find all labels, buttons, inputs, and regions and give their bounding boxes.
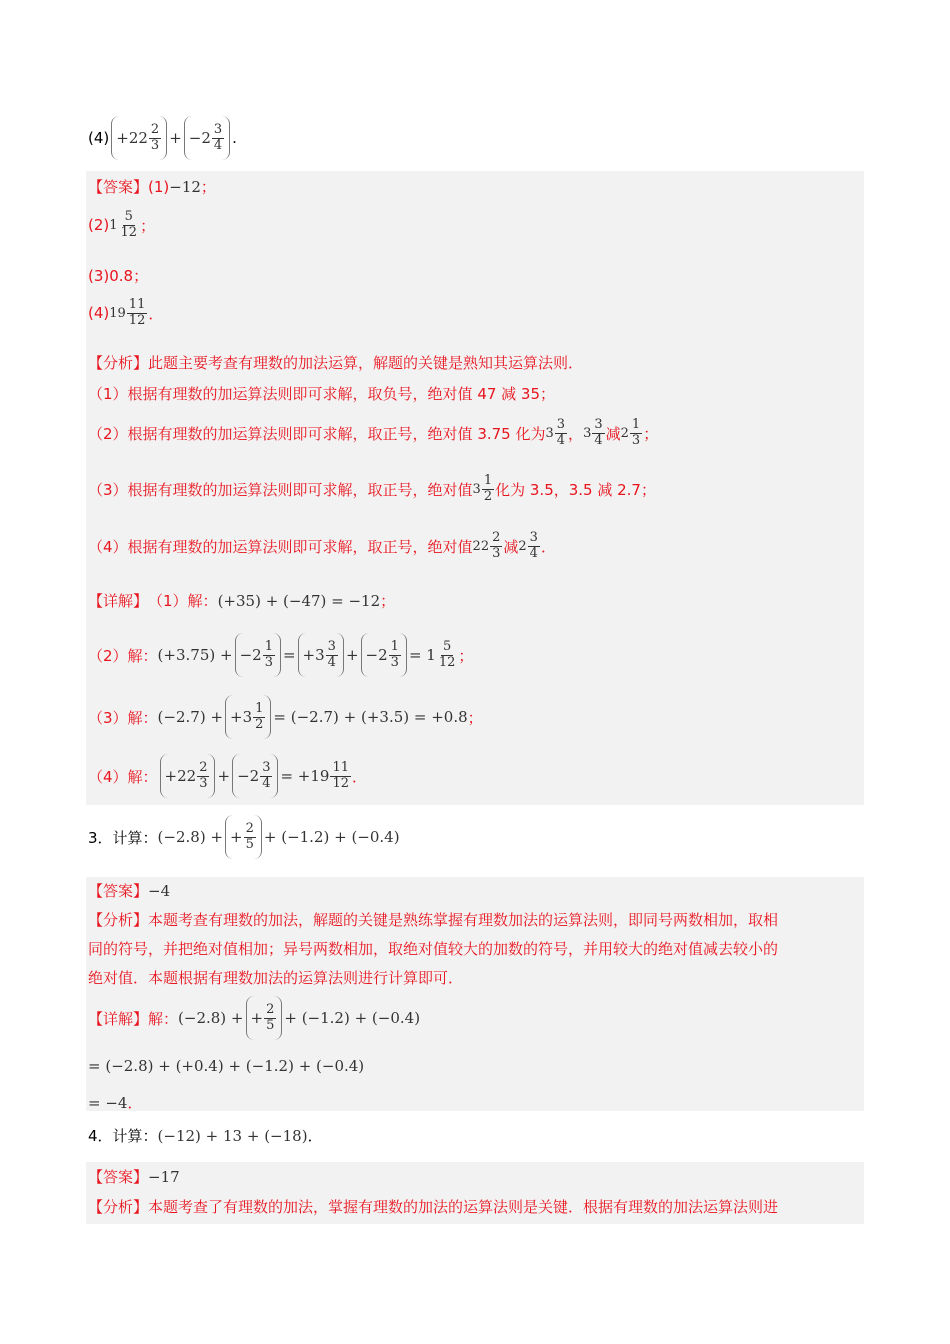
analysis-step-4-text: （4）根据有理数的加运算法则即可求解，取正号，绝对值 — [88, 537, 473, 556]
answer-value-1: −12 — [169, 177, 201, 196]
problem-3-line: 3．计算： (−2.8) + + $\frac{2}{5}$ + (−1.2) + (−0.4) — [88, 815, 400, 859]
analysis-step-1 — [88, 383, 555, 404]
period: ． — [540, 537, 556, 556]
semicolon: ； — [140, 216, 156, 235]
detail-line-1 — [88, 590, 395, 611]
answer-part-3: (3)0.8； — [88, 267, 149, 285]
problem-4-line: (4) +22 $\frac{2}{3}$ + −2 $\frac{3}{4}$ . — [88, 116, 237, 160]
subtract-word: 减 — [503, 537, 519, 556]
detail-line-4: （4）解： +22 $\frac{2}{3}$ + −2 $\frac{3}{4}$ = +19 $\frac{11}{12}$ ． — [88, 754, 367, 798]
answer-value: −4 — [148, 881, 171, 900]
answer-line-3 — [88, 265, 148, 286]
q3-detail-line-3 — [88, 1092, 142, 1113]
problem-3-label: 3．计算： — [88, 828, 158, 847]
semicolon: ； — [200, 178, 216, 196]
comma: ， — [568, 424, 584, 443]
math-expression: −2 $\frac{3}{4}$ — [184, 116, 230, 160]
problem-4b-line — [88, 1125, 323, 1146]
analysis-label: 【分析】 — [88, 1198, 149, 1216]
detail-step-3-label: （3）解： — [88, 708, 158, 727]
analysis-step-3-text: （3）根据有理数的加运算法则即可求解，取正号，绝对值 — [88, 480, 473, 499]
problem-4-label: (4) — [88, 129, 110, 147]
analysis-text: 本题考查有理数的加法，解题的关键是熟练掌握有理数加法的运算法则，即同号两数相加，取相 — [148, 911, 779, 929]
problem-label: 4．计算： — [88, 1127, 158, 1145]
detail-label: 【详解】 — [88, 1009, 149, 1028]
period: ． — [148, 304, 164, 323]
analysis-step-2: （2）根据有理数的加运算法则即可求解，取正号，绝对值 3.75 化为 3 $\frac{3}{4}$ ， 3 $\frac{3}{4}$ 减 2 $\frac{1}{3}$ ； — [88, 417, 659, 448]
answer-label: 【答案】 — [88, 178, 149, 196]
math-fraction: $\frac{5}{12}$ — [120, 209, 138, 240]
answer-label: 【答案】 — [88, 882, 149, 900]
analysis-text: 此题主要考查有理数的加法运算，解题的关键是熟知其运算法则． — [148, 354, 584, 372]
answer-line-2: (2) 1 $\frac{5}{12}$ ； — [88, 209, 156, 240]
period: ． — [352, 767, 368, 786]
semicolon: ； — [458, 646, 474, 665]
math-fraction: $\frac{11}{12}$ — [128, 297, 146, 328]
answer-label: 【答案】 — [88, 1168, 149, 1186]
detail-step-1-label: （1）解： — [148, 592, 218, 610]
answer-part-2: (2) — [88, 216, 110, 235]
q3-detail-line-2 — [88, 1057, 364, 1075]
answer-line-4: (4) 19 $\frac{11}{12}$ ． — [88, 297, 164, 328]
analysis-text: 本题考查了有理数的加法，掌握有理数的加法的运算法则是关键．根据有理数的加法运算法则进 — [148, 1198, 779, 1216]
math-expression: +22 $\frac{2}{3}$ — [111, 116, 167, 160]
q4-analysis-line-1 — [88, 1196, 778, 1217]
answer-value: −17 — [148, 1167, 180, 1186]
q4-answer-line — [88, 1166, 180, 1187]
detail-step-2-label: （2）解： — [88, 646, 158, 665]
answer-part-1: (1) — [148, 177, 170, 196]
detail-step-4-label: （4）解： — [88, 767, 158, 786]
analysis-step-1-text: （1）根据有理数的加运算法则即可求解，取负号，绝对值 47 减 35； — [88, 385, 556, 403]
analysis-intro — [88, 352, 583, 373]
analysis-text: 绝对值．本题根据有理数加法的运算法则进行计算即可． — [88, 969, 464, 987]
period: ． — [307, 1127, 323, 1145]
analysis-label: 【分析】 — [88, 911, 149, 929]
q3-analysis-line-1 — [88, 909, 778, 930]
q3-answer-line — [88, 880, 170, 901]
math-expression: = −4 — [88, 1093, 128, 1112]
semicolon: ； — [380, 592, 396, 610]
detail-label: 【详解】 — [88, 592, 149, 610]
detail-prefix: 解： — [148, 1009, 179, 1028]
math-expression: = (−2.8) + (+0.4) + (−1.2) + (−0.4) — [88, 1057, 365, 1075]
detail-line-3: （3）解： (−2.7) + +3 $\frac{1}{2}$ = (−2.7) + (+3.5) = +0.8 ； — [88, 695, 483, 739]
period: . — [232, 129, 237, 147]
semicolon: ； — [467, 708, 483, 727]
analysis-step-2-text: （2）根据有理数的加运算法则即可求解，取正号，绝对值 3.75 化为 — [88, 424, 546, 443]
analysis-step-4: （4）根据有理数的加运算法则即可求解，取正号，绝对值 22 $\frac{2}{3}$ 减 2 $\frac{3}{4}$ ． — [88, 530, 556, 561]
q3-analysis-line-3 — [88, 967, 463, 988]
answer-line-1 — [88, 176, 216, 197]
analysis-label: 【分析】 — [88, 354, 149, 372]
q3-analysis-line-2 — [88, 938, 778, 959]
analysis-step-3-tail: 化为 3.5，3.5 减 2.7； — [495, 480, 656, 499]
answer-part-4: (4) — [88, 304, 110, 323]
analysis-text: 同的符号，并把绝对值相加；异号两数相加，取绝对值较大的加数的符号，并用较大的绝对值减去较小的 — [88, 940, 779, 958]
q3-detail-line-1: 【详解】 解： (−2.8) + + $\frac{2}{5}$ + (−1.2) + (−0.4) — [88, 996, 420, 1040]
period: ． — [127, 1094, 143, 1112]
detail-line-2: （2）解： (+3.75) + −2 $\frac{1}{3}$ = +3 $\frac{3}{4}$ + −2 $\frac{1}{3}$ = 1 $\frac{5}{12}$ ； — [88, 633, 473, 677]
math-expression: (+35) + (−47) = −12 — [217, 591, 381, 610]
subtract-word: 减 — [605, 424, 621, 443]
analysis-step-3: （3）根据有理数的加运算法则即可求解，取正号，绝对值 3 $\frac{1}{2}$ 化为 3.5，3.5 减 2.7； — [88, 473, 656, 504]
semicolon: ； — [643, 424, 659, 443]
math-expression: (−12) + 13 + (−18) — [157, 1126, 308, 1145]
